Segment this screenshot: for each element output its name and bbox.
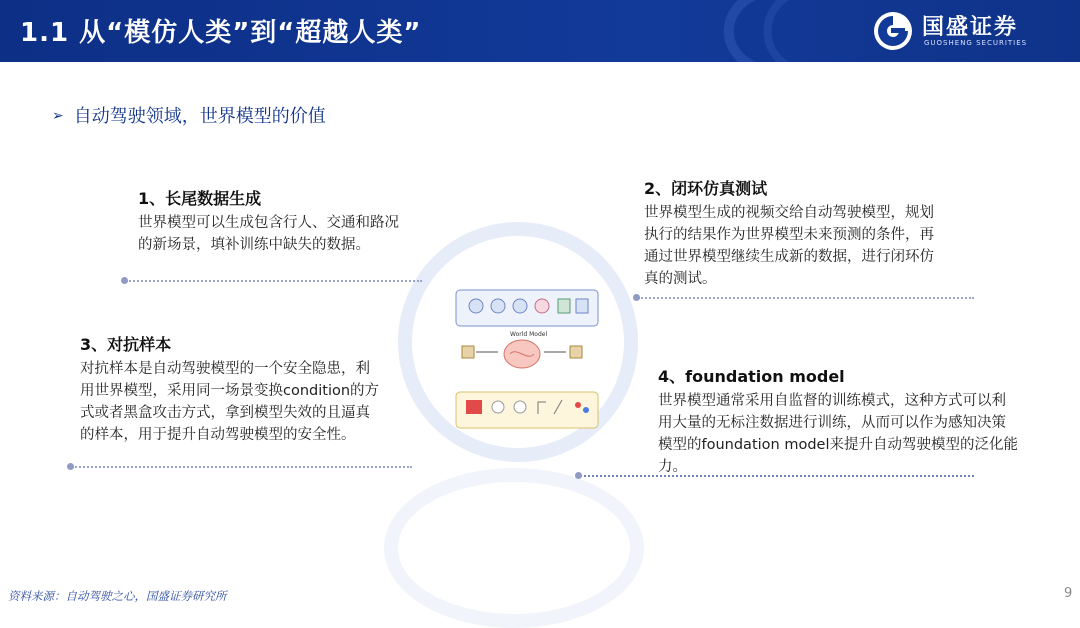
company-logo [872,8,1072,56]
block-title: 1、长尾数据生成 [138,189,262,208]
connector-dot-1 [121,277,128,284]
logo-english-name: GUOSHENG SECURITIES [924,39,1028,47]
block-closed-loop-simulation [644,176,944,290]
block-text: 世界模型通常采用自监督的训练模式，这种方式可以利用大量的无标注数据进行训练，从而可以作为感知决策模型的foundation model来提升自动驾驶模型的泛化能力。 [658,393,1018,475]
connector-dot-4 [575,472,582,479]
header-bar [0,0,1080,62]
section-heading-text: 自动驾驶领域，世界模型的价值 [73,106,326,127]
logo-chinese-name: 国盛证券 [922,15,1019,40]
connector-dot-3 [67,463,74,470]
faint-reflection-circle [384,468,644,628]
block-title: 4、foundation model [658,367,845,386]
arrow-bullet-icon: ➢ [52,108,64,124]
world-model-label: World Model [510,331,548,338]
connector-line-1 [126,280,422,282]
block-long-tail-data [138,186,408,256]
block-title: 2、闭环仿真测试 [644,179,768,198]
header-decoration [660,0,840,62]
block-title: 3、对抗样本 [80,335,172,354]
block-text: 世界模型可以生成包含行人、交通和路况的新场景，填补训练中缺失的数据。 [138,215,399,253]
block-foundation-model [658,364,1018,478]
logo-mark-icon [872,10,914,52]
block-text: 对抗样本是自动驾驶模型的一个安全隐患，利用世界模型，采用同一场景变换condition的方式或者黑盒攻击方式，拿到模型失效的且逼真的样本，用于提升自动驾驶模型的安全性。 [80,361,380,443]
connector-line-2 [638,297,974,299]
source-note: 资料来源：自动驾驶之心，国盛证券研究所 [8,589,227,603]
block-adversarial-samples [80,332,380,446]
slide-title: 1.1 从“模仿人类”到“超越人类” [20,18,422,48]
page-number: 9 [1064,586,1073,601]
block-text: 世界模型生成的视频交给自动驾驶模型，规划执行的结果作为世界模型未来预测的条件，再通过世界模型继续生成新的数据，进行闭环仿真的测试。 [644,205,934,287]
connector-dot-2 [633,294,640,301]
section-heading [52,102,326,128]
world-model-diagram [454,288,600,432]
connector-line-3 [72,466,412,468]
